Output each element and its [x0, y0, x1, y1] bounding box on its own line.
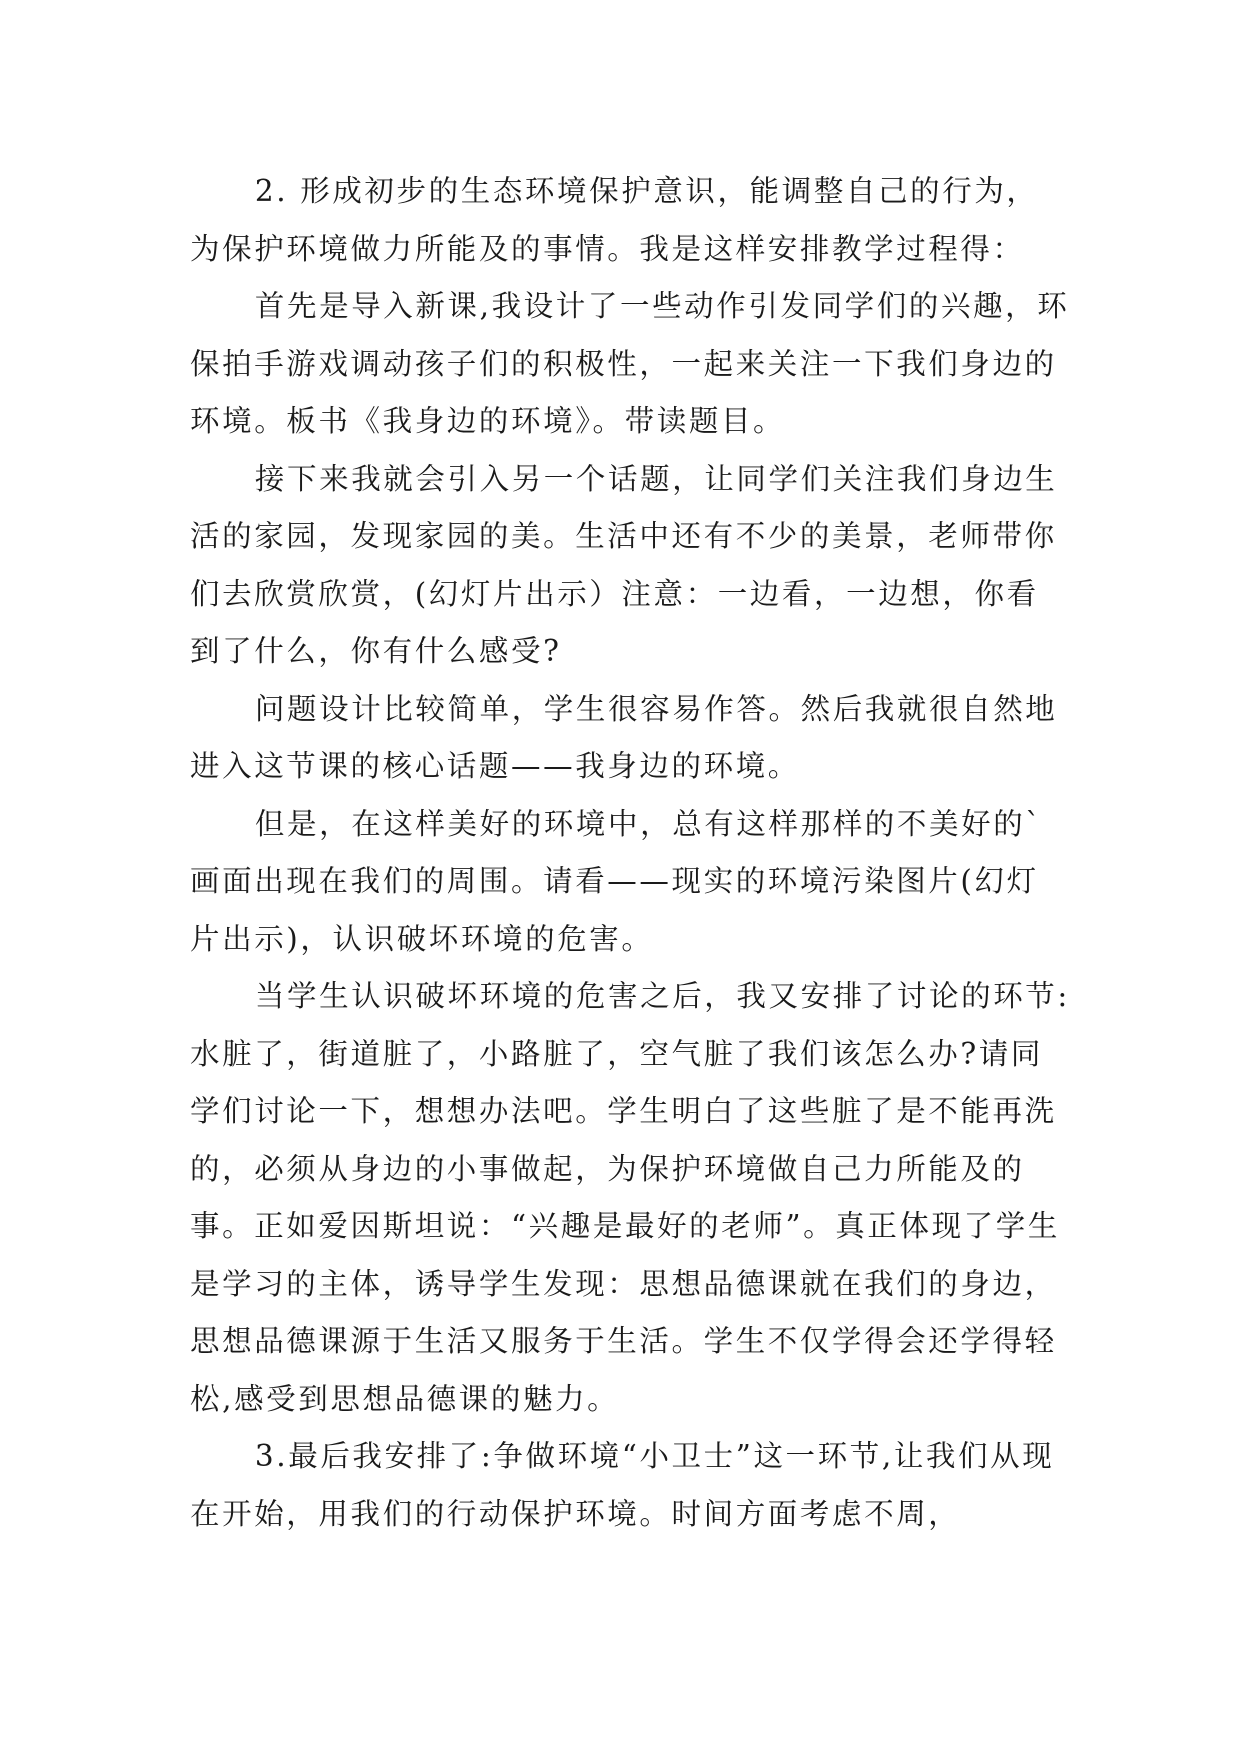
paragraph-2: 首先是导入新课,我设计了一些动作引发同学们的兴趣，环保拍手游戏调动孩子们的积极性，一起来关注一下我们身边的环境。板书《我身边的环境》。带读题目。 — [190, 289, 1070, 438]
paragraph-6: 当学生认识破坏环境的危害之后，我又安排了讨论的环节: 水脏了，街道脏了，小路脏了，空气脏了我们该怎么办?请同学们讨论一下，想想办法吧。学生明白了这些脏了是不能再洗的，必须从身边的小事做起，为保护环境做自己力所能及的事。正如爱因斯坦说：“兴趣是最好的老师”。真正体现了学生是学习的主体，诱导学生发现：思想品德课就在我们的身边，思想品德课源于生活又服务于生活。学生不仅学得会还学得轻松,感受到思想品德课的魅力。 — [190, 979, 1070, 1416]
body-text — [190, 163, 1070, 1543]
paragraph-1: 2. 形成初步的生态环境保护意识，能调整自己的行为，为保护环境做力所能及的事情。我是这样安排教学过程得： — [190, 174, 1039, 266]
paragraph-4: 问题设计比较简单，学生很容易作答。然后我就很自然地进入这节课的核心话题——我身边的环境。 — [190, 691, 1058, 783]
paragraph-7: 3.最后我安排了:争做环境“小卫士”这一环节,让我们从现在开始，用我们的行动保护环境。时间方面考虑不周， — [190, 1439, 1055, 1531]
paragraph-5: 但是，在这样美好的环境中，总有这样那样的不美好的`画面出现在我们的周围。请看——现实的环境污染图片(幻灯片出示)，认识破坏环境的危害。 — [190, 806, 1043, 956]
paragraph-3: 接下来我就会引入另一个话题，让同学们关注我们身边生活的家园，发现家园的美。生活中还有不少的美景，老师带你们去欣赏欣赏，(幻灯片出示）注意：一边看，一边想，你看到了什么，你有什么感受? — [190, 461, 1058, 668]
